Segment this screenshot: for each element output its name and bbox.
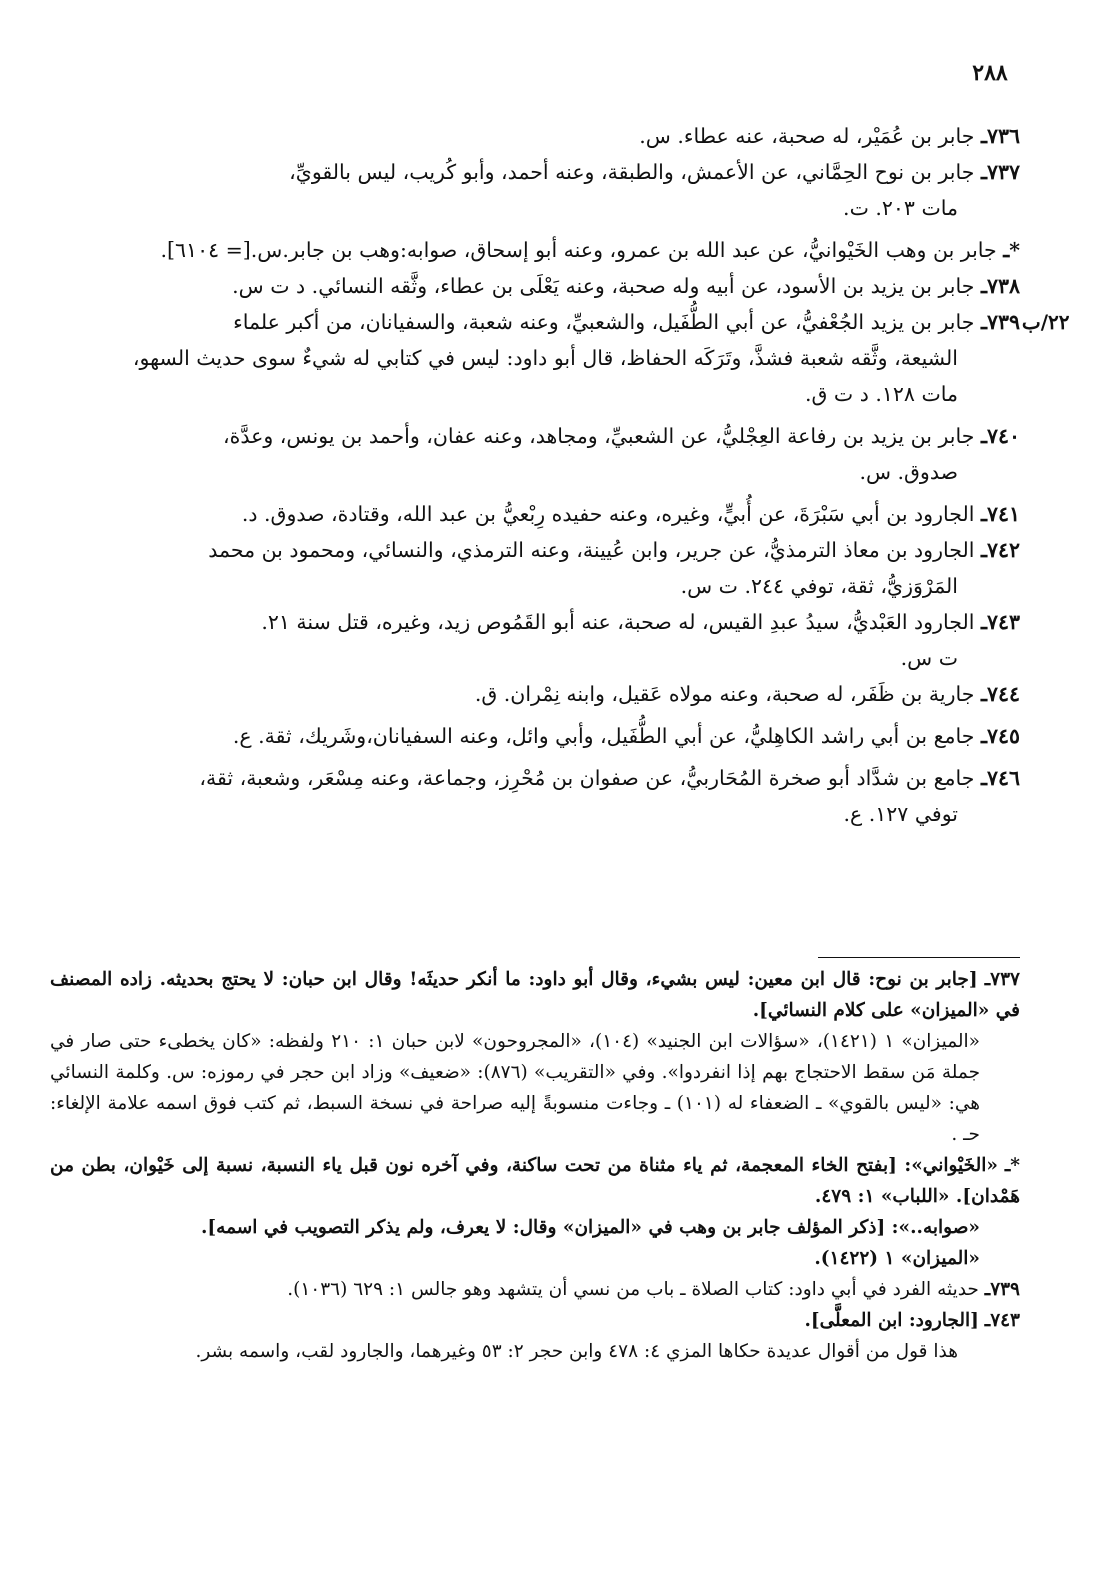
- note-737: [50, 964, 1020, 1026]
- entry-number: ٧٤٣ـ: [980, 610, 1020, 634]
- entry-continuation: مات ٢٠٣. ت.: [843, 196, 958, 220]
- note-number: *ـ: [1004, 1155, 1020, 1176]
- entry-742: [50, 532, 1020, 604]
- entry-number: ٧٣٩ـ: [980, 310, 1020, 334]
- entry-744: [50, 676, 1020, 712]
- entry-741: [50, 496, 1020, 532]
- note-bold-text: [الجارود: ابن المعلَّى].: [804, 1310, 979, 1331]
- entry-738: [50, 268, 1020, 304]
- entry-text: جابر بن يزيد الجُعْفيُّ، عن أبي الطُّفَيل، والشعبيِّ، وعنه شعبة، والسفيانان، من أكبر علماء: [233, 310, 975, 334]
- entry-number: ٧٤٠ـ: [980, 424, 1020, 448]
- entry-continuation: الشيعة، وثَّقه شعبة فشذَّ، وتَرَكَه الحفاظ، قال أبو داود: ليس في كتابي له شيءٌ سوى حديث السهو،: [132, 346, 958, 370]
- note-star-correction: [50, 1212, 1020, 1243]
- entry-text: جارية بن ظَفَر، له صحبة، وعنه مولاه عَقيل، وابنه نِمْران. ق.: [474, 682, 975, 706]
- entry-740: [50, 418, 1020, 490]
- entry-text: الجارود بن أبي سَبْرَةَ، عن أُبيٍّ، وغيره، وعنه حفيده رِبْعيُّ بن عبد الله، وقتادة، صدوق. د.: [241, 502, 975, 526]
- page-number: ٢٨٨: [972, 60, 1008, 86]
- entry-text: الجارود بن معاذ الترمذيُّ، عن جرير، وابن عُيينة، وعنه الترمذي، والنسائي، ومحمود بن محمد: [208, 538, 975, 562]
- entry-text: جابر بن يزيد بن رفاعة العِجْليُّ، عن الشعبيِّ، ومجاهد، وعنه عفان، وأحمد بن يونس، وعدَّة،: [223, 424, 975, 448]
- note-743-comment: [50, 1336, 1020, 1367]
- note-star-mizan-ref: [50, 1243, 1020, 1274]
- entry-text: جابر بن وهب الخَيْوانيُّ، عن عبد الله بن عمرو، وعنه أبو إسحاق، صوابه:وهب بن جابر.س.[= ٦١٠٤].: [160, 238, 997, 262]
- footnotes: [50, 964, 1020, 1367]
- entry-number: ٧٤١ـ: [980, 502, 1020, 526]
- entry-star-jabir-ibn-wahb: [50, 232, 1020, 268]
- entry-number: ٧٣٦ـ: [980, 124, 1020, 148]
- entry-745: [50, 718, 1020, 754]
- note-739: [50, 1274, 1020, 1305]
- entry-number: ٧٣٧ـ: [980, 160, 1020, 184]
- entry-text: جابر بن عُمَيْر، له صحبة، عنه عطاء. س.: [639, 124, 975, 148]
- note-number: ٧٣٩ـ: [984, 1279, 1020, 1300]
- note-number: ٧٣٧ـ: [984, 969, 1020, 990]
- entry-text: جامع بن شدَّاد أبو صخرة المُحَاربيُّ، عن صفوان بن مُحْرِز، وجماعة، وعنه مِسْعَر، وشعبة، ثقة،: [199, 766, 975, 790]
- entry-number: ٧٤٤ـ: [980, 682, 1020, 706]
- note-bold-text: «الخَيْواني»: [بفتح الخاء المعجمة، ثم ياء مثناة من تحت ساكنة، وفي آخره نون قبل ياء النسبة، نسبة إلى خَيْوان، بطن من هَمْدان]. «اللباب» ١: ٤٧٩.: [50, 1155, 1020, 1207]
- note-text: هذا قول من أقوال عديدة حكاها المزي ٤: ٤٧٨ وابن حجر ٢: ٥٣ وغيرهما، والجارود لقب، واسمه بشر.: [195, 1341, 958, 1362]
- entry-736: [50, 118, 1020, 154]
- entry-continuation: توفي ١٢٧. ع.: [843, 802, 958, 826]
- note-bold-text: «الميزان» ١ (١٤٢٢).: [814, 1248, 980, 1269]
- footnote-divider: [818, 957, 1020, 958]
- note-text: «الميزان» ١ (١٤٢١)، «سؤالات ابن الجنيد» (١٠٤)، «المجروحون» لابن حبان ١: ٢١٠ ولفظه: «كان يخطىء حتى صار في جملة مَن سقط الاحتجاج بهم إذا انفردوا». وفي «التقريب» (٨٧٦): «ضعيف» وزاد ابن حجر في رموزه: س. وكلمة النسائي هي: «ليس بالقوي» ـ الضعفاء له (١٠١) ـ وجاءت منسوبةً إليه صراحة في نسخة السبط، ثم كتب فوق اسمه علامة الإلغاء: حـ .: [50, 1031, 980, 1145]
- entry-number: ٧٤٥ـ: [980, 724, 1020, 748]
- entry-continuation: مات ١٢٨. د ت ق.: [804, 382, 958, 406]
- entry-number: ٧٣٨ـ: [980, 274, 1020, 298]
- entry-743: [50, 604, 1020, 676]
- entry-text: جامع بن أبي راشد الكاهِليُّ، عن أبي الطُّفَيل، وأبي وائل، وعنه السفيانان،وشَريك، ثقة. ع.: [232, 724, 975, 748]
- note-bold-text: [جابر بن نوح: قال ابن معين: ليس بشيء، وقال أبو داود: ما أنكر حديثَه! وقال ابن حبان: لا يحتج بحديثه. زاده المصنف في «الميزان» على كلام النسائي].: [50, 969, 1020, 1021]
- entry-number: *ـ: [1003, 238, 1020, 262]
- entry-746: [50, 760, 1020, 832]
- entry-737: [50, 154, 1020, 226]
- entry-number: ٧٤٢ـ: [980, 538, 1020, 562]
- entry-text: الجارود العَبْديُّ، سيدُ عبدِ القيس، له صحبة، عنه أبو القَمُوص زيد، وغيره، قتل سنة ٢١.: [261, 610, 975, 634]
- entry-number: ٧٤٦ـ: [980, 766, 1020, 790]
- note-743: [50, 1305, 1020, 1336]
- note-bold-text: «صوابه..»: [ذكر المؤلف جابر بن وهب في «الميزان» وقال: لا يعرف، ولم يذكر التصويب في اسمه].: [200, 1217, 980, 1238]
- entry-text: جابر بن نوح الحِمَّاني، عن الأعمش، والطبقة، وعنه أحمد، وأبو كُريب، ليس بالقويِّ،: [289, 160, 975, 184]
- manuscript-folio-ref: ٢٢/ب: [1021, 310, 1070, 334]
- biographical-entries: [50, 118, 1070, 832]
- entry-739: [50, 304, 1070, 412]
- note-number: ٧٤٣ـ: [984, 1310, 1020, 1331]
- note-star-khaywani: [50, 1150, 1020, 1212]
- entry-continuation: ت س.: [900, 646, 958, 670]
- note-737-sources: [50, 1026, 1020, 1150]
- entry-continuation: صدوق. س.: [859, 460, 958, 484]
- entry-continuation: المَرْوَزيُّ، ثقة، توفي ٢٤٤. ت س.: [680, 574, 958, 598]
- note-text: حديثه الفرد في أبي داود: كتاب الصلاة ـ باب من نسي أن يتشهد وهو جالس ١: ٦٢٩ (١٠٣٦).: [287, 1279, 979, 1300]
- entry-text: جابر بن يزيد بن الأسود، عن أبيه وله صحبة، وعنه يَعْلَى بن عطاء، وثَّقه النسائي. د ت س.: [232, 274, 975, 298]
